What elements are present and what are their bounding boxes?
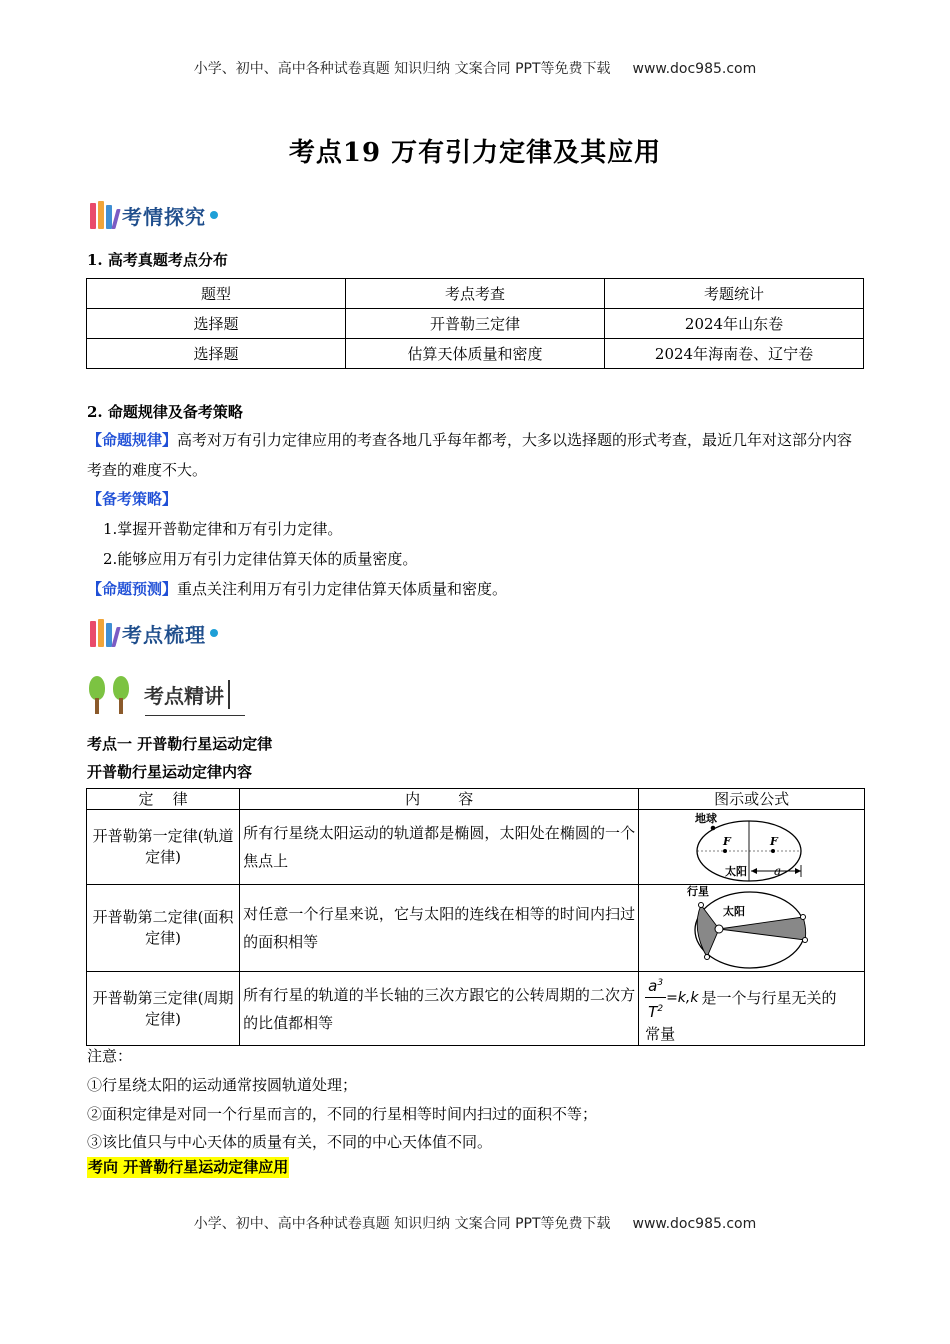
formula-cell [639, 972, 865, 1046]
table-cell: 开普勒三定律 [346, 309, 605, 339]
strategy-item: 2.能够应用万有引力定律估算天体的质量密度。 [103, 550, 418, 568]
formula-equals: =k,k [666, 989, 699, 1006]
table-cell: 选择题 [87, 339, 346, 369]
table-cell: 选择题 [87, 309, 346, 339]
table-header-row [87, 789, 865, 810]
ratio-fraction: $\frac{a^3}{T^2}$ [645, 972, 666, 1023]
formula-tail: 常量 [645, 1025, 676, 1043]
banner-kaodian [90, 617, 218, 649]
table-cell: 2024年山东卷 [605, 309, 864, 339]
ellipse-orbit-diagram [639, 810, 858, 884]
banner-title: 考点梳理 [122, 622, 206, 647]
predict-text: 重点关注利用万有引力定律估算天体质量和密度。 [177, 580, 508, 598]
note-item: ①行星绕太阳的运动通常按圆轨道处理； [87, 1076, 358, 1094]
sun-label: 太阳 [725, 865, 748, 878]
area-diagram-cell [639, 885, 865, 972]
page-title: 考点19 万有引力定律及其应用 [288, 138, 662, 168]
table-header: 内 容 [240, 789, 639, 810]
table-row [87, 972, 865, 1046]
point1-subheading: 开普勒行星运动定律内容 [87, 763, 253, 781]
table-row [87, 309, 864, 339]
highlight-heading: 考向 开普勒行星运动定律应用 [88, 1158, 289, 1176]
law-content: 所有行星绕太阳运动的轨道都是椭圆，太阳处在椭圆的一个焦点上 [240, 810, 639, 885]
sun-label: 太阳 [723, 905, 746, 918]
tree-icon [88, 674, 106, 714]
formula-suffix: 是一个与行星无关的 [701, 988, 837, 1007]
predict-paragraph [87, 574, 865, 604]
law-content: 对任意一个行星来说，它与太阳的连线在相等的时间内扫过的面积相等 [240, 885, 639, 972]
rule-paragraph [87, 425, 865, 485]
predict-label: 【命题预测】 [87, 580, 178, 598]
focus-label: F [723, 835, 731, 848]
note-item: ②面积定律是对同一个行星而言的，不同的行星相等时间内扫过的面积不等； [87, 1105, 598, 1123]
strategy-label-line [87, 484, 865, 514]
law-name: 开普勒第一定律(轨道定律) [87, 810, 240, 885]
rule-label: 【命题规律】 [87, 431, 178, 449]
footer-url[interactable]: www.doc985.com [632, 1216, 757, 1232]
books-icon [90, 619, 118, 647]
law-content: 所有行星的轨道的半长轴的三次方跟它的公转周期的二次方的比值都相等 [240, 972, 639, 1046]
books-icon [90, 201, 118, 229]
orbit-diagram-cell [639, 810, 865, 885]
exam-distribution-table [86, 278, 864, 369]
page-footer [0, 1213, 950, 1233]
strategy-item: 1.掌握开普勒定律和万有引力定律。 [103, 520, 343, 538]
table-header: 题型 [87, 279, 346, 309]
table-header: 考点考查 [346, 279, 605, 309]
table-header-row [87, 279, 864, 309]
table-row [87, 339, 864, 369]
table-cell: 估算天体质量和密度 [346, 339, 605, 369]
banner-jingjiang [88, 674, 230, 714]
header-text: 小学、初中、高中各种试卷真题 知识归纳 文案合同 PPT等免费下载 [193, 61, 611, 77]
tree-icon [112, 674, 130, 714]
section2-heading: 2. 命题规律及备考策略 [87, 403, 243, 421]
area-law-diagram [639, 885, 858, 971]
focus-label: F [770, 835, 778, 848]
page-header [0, 58, 950, 78]
banner-underline [145, 715, 245, 716]
banner-title: 考点精讲 [144, 680, 230, 709]
table-row [87, 885, 865, 972]
law-name: 开普勒第三定律(周期定律) [87, 972, 240, 1046]
point1-heading: 考点一 开普勒行星运动定律 [87, 735, 273, 753]
section1-heading: 1. 高考真题考点分布 [87, 251, 228, 269]
table-header: 考题统计 [605, 279, 864, 309]
strategy-label: 【备考策略】 [87, 490, 178, 508]
footer-text: 小学、初中、高中各种试卷真题 知识归纳 文案合同 PPT等免费下载 [193, 1216, 611, 1232]
note-item: ③该比值只与中心天体的质量有关，不同的中心天体值不同。 [87, 1133, 493, 1151]
notes-title: 注意： [87, 1047, 133, 1065]
banner-kaoqing [90, 199, 218, 231]
table-cell: 2024年海南卷、辽宁卷 [605, 339, 864, 369]
rule-text: 高考对万有引力定律应用的考查各地几乎每年都考，大多以选择题的形式考查，最近几年对这部分内容考查的难度不大。 [87, 431, 853, 479]
dot-icon [210, 629, 218, 637]
header-url[interactable]: www.doc985.com [632, 61, 757, 77]
kepler-formula [645, 972, 864, 1023]
table-header: 图示或公式 [639, 789, 865, 810]
law-name: 开普勒第二定律(面积定律) [87, 885, 240, 972]
semi-major-axis-label: a [774, 864, 782, 878]
kepler-laws-table [86, 788, 865, 1046]
banner-title: 考情探究 [122, 204, 206, 229]
planet-label: 行星 [687, 885, 710, 898]
table-header: 定 律 [87, 789, 240, 810]
dot-icon [210, 211, 218, 219]
earth-label: 地球 [695, 812, 718, 825]
table-row [87, 810, 865, 885]
